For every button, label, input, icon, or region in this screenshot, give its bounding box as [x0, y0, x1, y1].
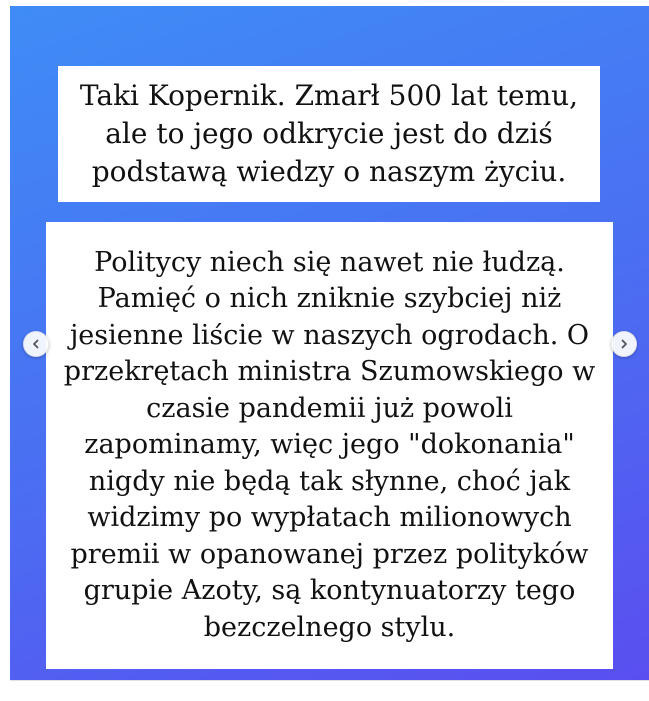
caption-card-main — [46, 222, 613, 669]
caption-text-top: Taki Kopernik. Zmarł 500 lat temu, ale to jego odkrycie jest do dziś podstawą wiedzy o naszym życiu. — [79, 79, 579, 188]
caption-text-main: Politycy niech się nawet nie łudzą. Pamięć o nich zniknie szybciej niż jesienne liście w naszych ogrodach. O przekrętach ministra Szumowskiego w czasie pandemii już powoli zapominamy, więc jego "dokonania" nigdy nie będą tak słynne, choć jak widzimy po wypłatach milionowych premii w opanowanej przez polityków grupie Azoty, są kontynuatorzy tego bezczelnego stylu. — [63, 246, 596, 643]
carousel-next-button[interactable] — [611, 331, 637, 357]
chevron-left-icon — [30, 338, 42, 350]
carousel-slide — [10, 6, 649, 680]
carousel-prev-button[interactable] — [23, 331, 49, 357]
divider — [10, 680, 649, 681]
caption-card-top — [58, 66, 600, 202]
chevron-right-icon — [618, 338, 630, 350]
